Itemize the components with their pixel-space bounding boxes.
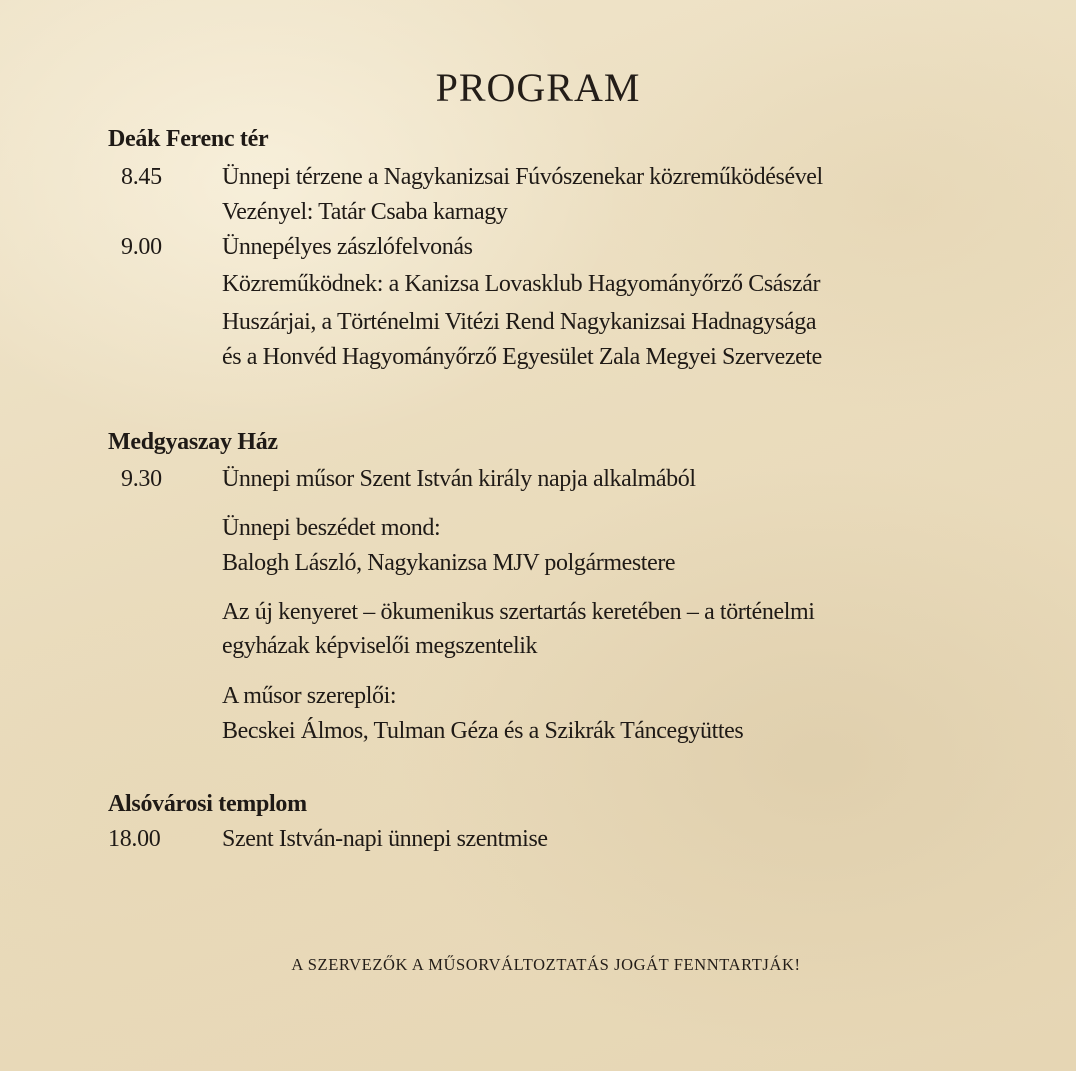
- event-time: 9.30: [121, 466, 162, 492]
- event-description: Ünnepélyes zászlófelvonás: [222, 234, 473, 260]
- event-description: A műsor szereplői:: [222, 683, 397, 709]
- section-heading-medgyaszay-haz: Medgyaszay Ház: [108, 429, 278, 455]
- event-time: 18.00: [108, 826, 161, 852]
- event-description: egyházak képviselői megszentelik: [222, 633, 538, 659]
- event-description: Becskei Álmos, Tulman Géza és a Szikrák Táncegyüttes: [222, 718, 744, 744]
- event-description: Szent István-napi ünnepi szentmise: [222, 826, 548, 852]
- event-description: Közreműködnek: a Kanizsa Lovasklub Hagyományőrző Császár: [222, 271, 821, 297]
- event-time: 8.45: [121, 164, 162, 190]
- page-title: PROGRAM: [435, 65, 641, 110]
- event-description: Balogh László, Nagykanizsa MJV polgármestere: [222, 550, 676, 576]
- section-heading-deak-ferenc-ter: Deák Ferenc tér: [108, 126, 269, 152]
- section-heading-alsovarosi-templom: Alsóvárosi templom: [108, 791, 307, 817]
- event-description: Huszárjai, a Történelmi Vitézi Rend Nagykanizsai Hadnagysága: [222, 309, 817, 335]
- organizer-notice: A SZERVEZŐK A MŰSORVÁLTOZTATÁS JOGÁT FENNTARTJÁK!: [291, 955, 801, 974]
- event-description: Az új kenyeret – ökumenikus szertartás keretében – a történelmi: [222, 599, 815, 625]
- event-time: 9.00: [121, 234, 162, 260]
- event-description: Ünnepi beszédet mond:: [222, 515, 441, 541]
- event-description: és a Honvéd Hagyományőrző Egyesület Zala Megyei Szervezete: [222, 344, 822, 370]
- event-description: Ünnepi térzene a Nagykanizsai Fúvószenekar közreműködésével: [222, 164, 823, 190]
- event-description: Vezényel: Tatár Csaba karnagy: [222, 199, 508, 225]
- event-description: Ünnepi műsor Szent István király napja alkalmából: [222, 466, 696, 492]
